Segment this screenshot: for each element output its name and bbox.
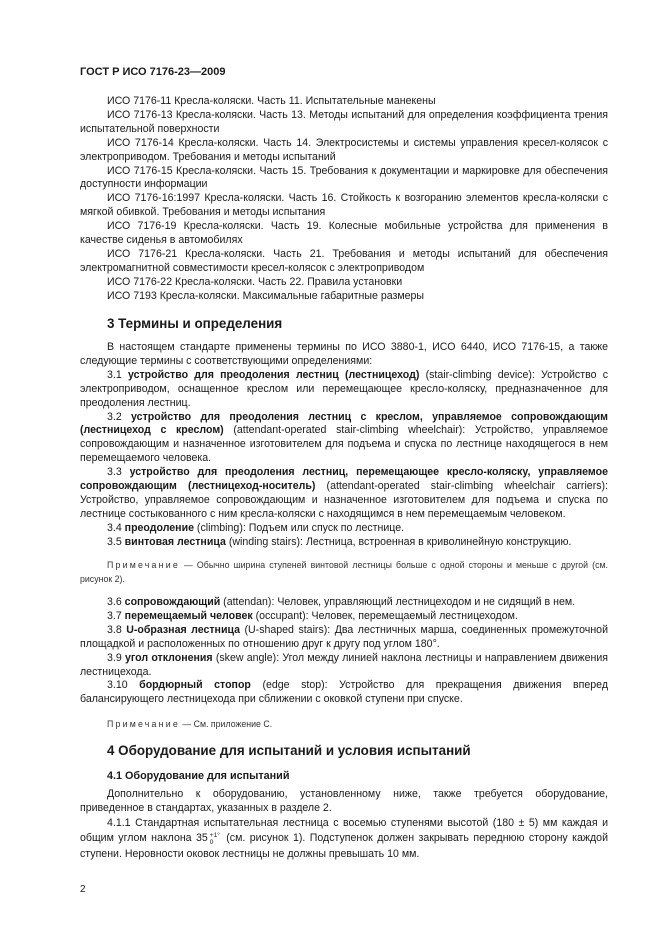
normative-references: [80, 95, 608, 304]
angle-tolerance: +1° 0: [209, 831, 220, 846]
term: U-образная лестница: [126, 623, 240, 636]
note-edge-stop: Примечание — См. приложение С.: [107, 719, 273, 729]
term-definition: 3.1 устройство для преодоления лестниц (лестницеход) (stair-climbing device): Устройство с электроприводом, оснащенное креслом или перемещающее кресло-коляску, предназначенное для преодоления лестниц.: [80, 368, 608, 409]
section-3-terms: [80, 341, 608, 550]
page-number: 2: [80, 884, 86, 895]
term-definition: 3.2 устройство для преодоления лестниц с креслом, управляемое сопровождающим (лестницеход с креслом) (attendant-operated stair-climbing wheelchair): Устройство, управляемое сопровождающим и назначенное изготовителем для подъема и спуска по лестнице находящегося в нем перемещаемого человека.: [80, 410, 609, 465]
term-definition: 3.9 угол отклонения (skew angle): Угол между линией наклона лестницы и направлением движения лестницехода.: [80, 651, 609, 678]
term: бордюрный стопор: [139, 679, 251, 692]
section-3-heading: 3 Термины и определения: [107, 316, 283, 331]
subsection-4-1-heading: 4.1 Оборудование для испытаний: [107, 770, 290, 782]
term-definition: 3.10 бордюрный стопор (edge stop): Устройство для прекращения движения вперед балансирующего лестницехода при сближении с оковкой ступени при спуске.: [80, 679, 609, 706]
term: устройство для преодоления лестниц (лестницеход): [127, 368, 420, 381]
note-winding-stairs: Примечание — Обычно ширина ступеней винтовой лестницы больше с одной стороны и меньше с другой (см. рисунок 2).: [80, 560, 608, 584]
term: сопровождающий: [124, 596, 221, 608]
reference-item: ИСО 7193 Кресла-коляски. Максимальные габаритные размеры: [107, 289, 425, 302]
term: винтовая лестница: [124, 535, 226, 548]
term-definition: 3.3 устройство для преодоления лестниц, перемещающее кресло-коляску, управляемое сопровождающим (лестницеход-носитель) (attendant-operated stair-climbing wheelchair carriers): Устройство, управляемое сопровождающим и назначенное изготовителем для подъема и спуска по лестнице состыкованного с ним кресла-коляски с находящимся в нем перемещаемым человеком.: [80, 466, 608, 520]
term-definition: 3.6 сопровождающий (attendan): Человек, управляющий лестницеходом и не сидящий в нем.: [107, 596, 576, 608]
term: перемещаемый человек: [124, 609, 253, 622]
term: устройство для преодоления лестниц с креслом, управляемое сопровождающим (лестницеход с креслом): [80, 410, 609, 437]
document-header: ГОСТ Р ИСО 7176-23—2009: [80, 66, 226, 78]
term-definition: 3.8 U-образная лестница (U-shaped stairs): Два лестничных марша, соединенных промежуточной площадкой и расположенных по отношению друг к другу под углом 180°.: [80, 623, 608, 650]
paragraph-4-1-1: 4.1.1 Стандартная испытательная лестница с восемью ступенями высотой (180 ± 5) мм каждая и общим углом наклона 35 +1° 0 (см. рисунок 1). Подступенок должен закрывать переднюю сторону каждой ступени. Неровности оковок лестницы не должны превышать 10 мм.: [80, 816, 608, 860]
term-definition: 3.5 винтовая лестница (winding stairs): Лестница, встроенная в криволинейную конструкцию.: [107, 535, 572, 548]
section-4-body: [80, 788, 608, 862]
section-3-intro: В настоящем стандарте применены термины по ИСО 3880-1, ИСО 6440, ИСО 7176-15, а также следующие термины с соответствующими определениями:: [80, 341, 608, 367]
term: преодоление: [124, 521, 194, 534]
term: устройство для преодоления лестниц, перемещающее кресло-коляску, управляемое сопровождающим (лестницеход-носитель): [80, 466, 608, 493]
paragraph: Дополнительно к оборудованию, установленному ниже, также требуется оборудование, приведенное в стандартах, указанных в разделе 2.: [80, 788, 608, 814]
reference-item: ИСО 7176-11 Кресла-коляски. Часть 11. Испытательные манекены: [107, 95, 436, 107]
reference-item: ИСО 7176-19 Кресла-коляски. Часть 19. Колесные мобильные устройства для применения в качестве сиденья в автомобилях: [80, 220, 608, 247]
reference-item: ИСО 7176-21 Кресла-коляски. Часть 21. Требования и методы испытаний для обеспечения электромагнитной совместимости кресел-колясок с электроприводом: [80, 247, 608, 274]
section-4-heading: 4 Оборудование для испытаний и условия испытаний: [107, 743, 471, 758]
reference-item: ИСО 7176-16:1997 Кресла-коляски. Часть 16. Стойкость к возгоранию элементов кресла-коляски с мягкой обивкой. Требования и методы испытания: [80, 192, 608, 219]
reference-item: ИСО 7176-13 Кресла-коляски. Часть 13. Методы испытаний для определения коэффициента трения испытательной поверхности: [80, 108, 608, 135]
reference-item: ИСО 7176-15 Кресла-коляски. Часть 15. Требования к документации и маркировке для обеспечения доступности информации: [80, 164, 608, 191]
section-3-terms-continued: [80, 596, 608, 707]
term-definition: 3.7 перемещаемый человек (occupant): Человек, перемещаемый лестницеходом.: [107, 609, 518, 622]
term-definition: 3.4 преодоление (climbing): Подъем или спуск по лестнице.: [107, 521, 405, 534]
reference-item: ИСО 7176-14 Кресла-коляски. Часть 14. Электросистемы и системы управления кресел-колясок с электроприводом. Требования и методы испытаний: [80, 136, 608, 163]
reference-item: ИСО 7176-22 Кресла-коляски. Часть 22. Правила установки: [107, 275, 403, 288]
term: угол отклонения: [124, 651, 213, 664]
